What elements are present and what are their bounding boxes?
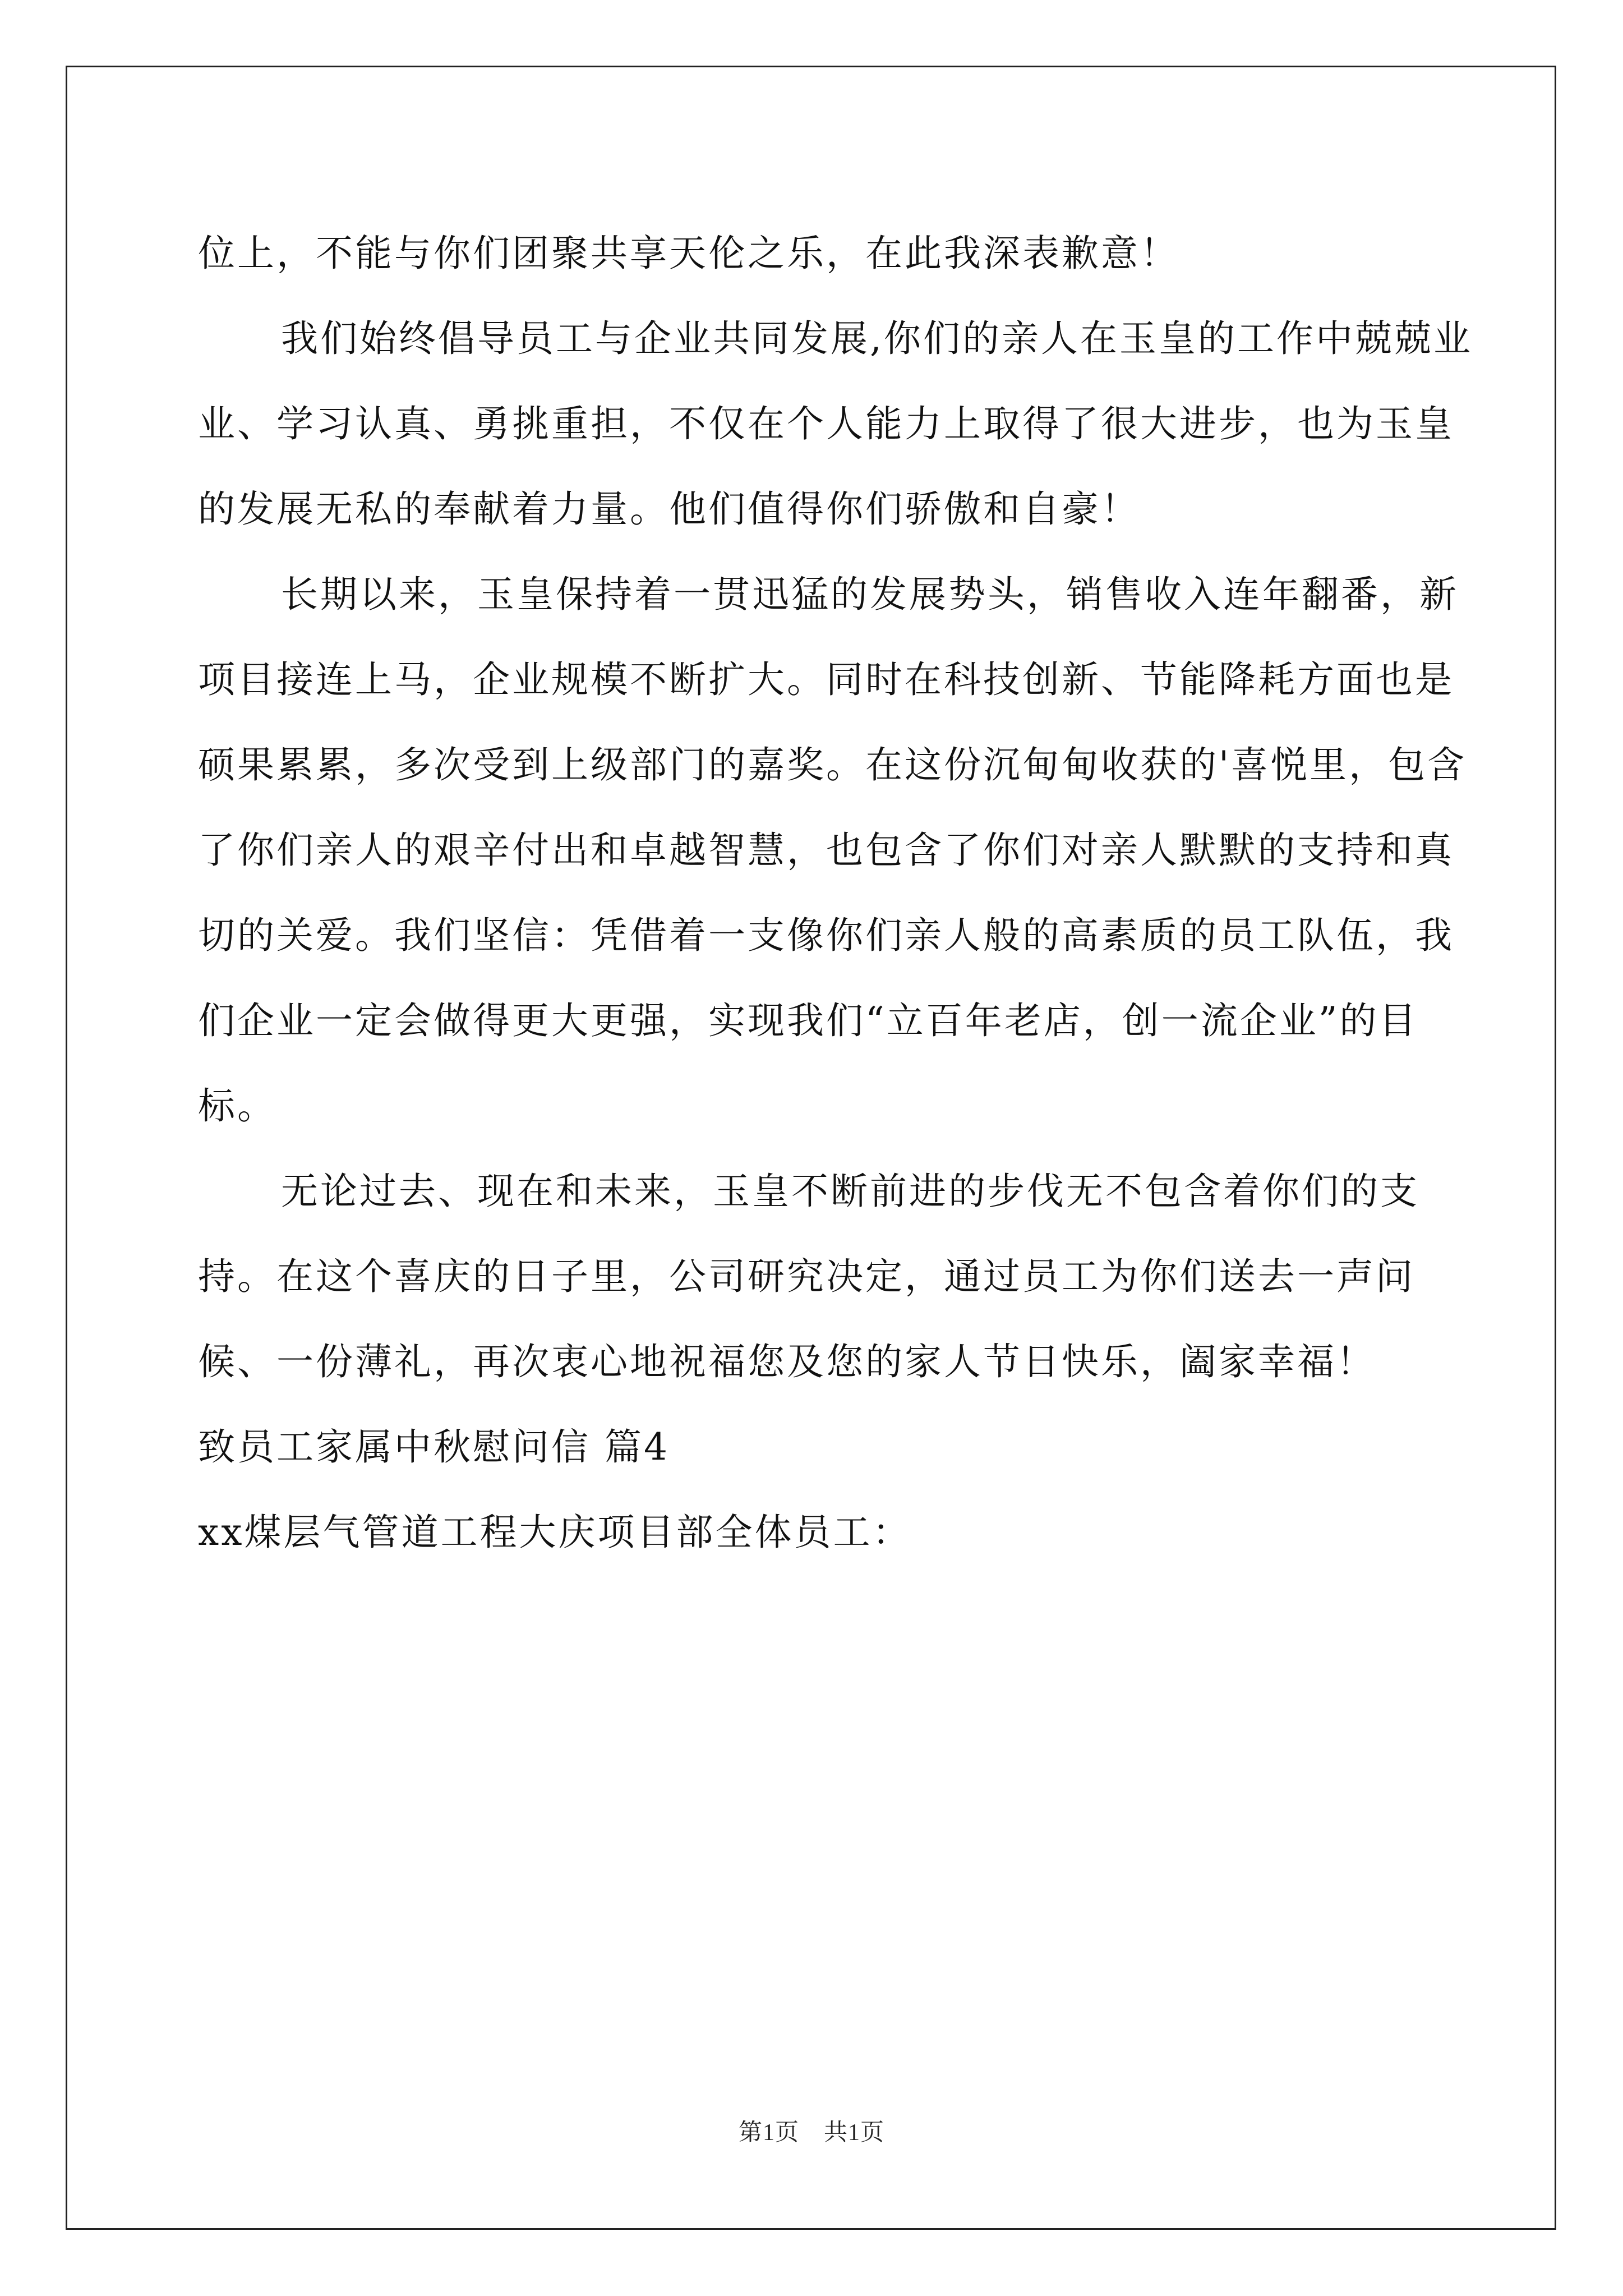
paragraph-holiday-wishes: 无论过去、现在和未来，玉皇不断前进的步伐无不包含着你们的支持。在这个喜庆的日子里，公司研究决定，通过员工为你们送去一声问候、一份薄礼，再次衷心地祝福您及您的家人节日快乐，阖家幸福！	[198, 1170, 1419, 1383]
paragraph-employee-development: 我们始终倡导员工与企业共同发展,你们的亲人在玉皇的工作中兢兢业业、学习认真、勇挑重担，不仅在个人能力上取得了很大进步，也为玉皇的发展无私的奉献着力量。他们值得你们骄傲和自豪！	[198, 317, 1473, 531]
page-total: 共1页	[824, 2120, 885, 2146]
paragraph-company-growth: 长期以来，玉皇保持着一贯迅猛的发展势头，销售收入连年翻番，新项目接连上马，企业规模不断扩大。同时在科技创新、节能降耗方面也是硕果累累，多次受到上级部门的嘉奖。在这份沉甸甸收获的'喜悦里，包含了你们亲人的艰辛付出和卓越智慧，也包含了你们对亲人默默的支持和真切的关爱。我们坚信：凭借着一支像你们亲人般的高素质的员工队伍，我们企业一定会做得更大更强，实现我们“立百年老店，创一流企业”的目标。	[198, 573, 1467, 1128]
page-number: 第1页	[738, 2120, 799, 2146]
document-body	[198, 211, 1482, 1575]
salutation: xx煤层气管道工程大庆项目部全体员工：	[198, 1511, 912, 1554]
page-footer	[0, 2114, 1623, 2147]
section-heading: 致员工家属中秋慰问信 篇4	[198, 1425, 670, 1469]
paragraph-apology: 位上，不能与你们团聚共享天伦之乐，在此我深表歉意！	[198, 232, 1179, 275]
